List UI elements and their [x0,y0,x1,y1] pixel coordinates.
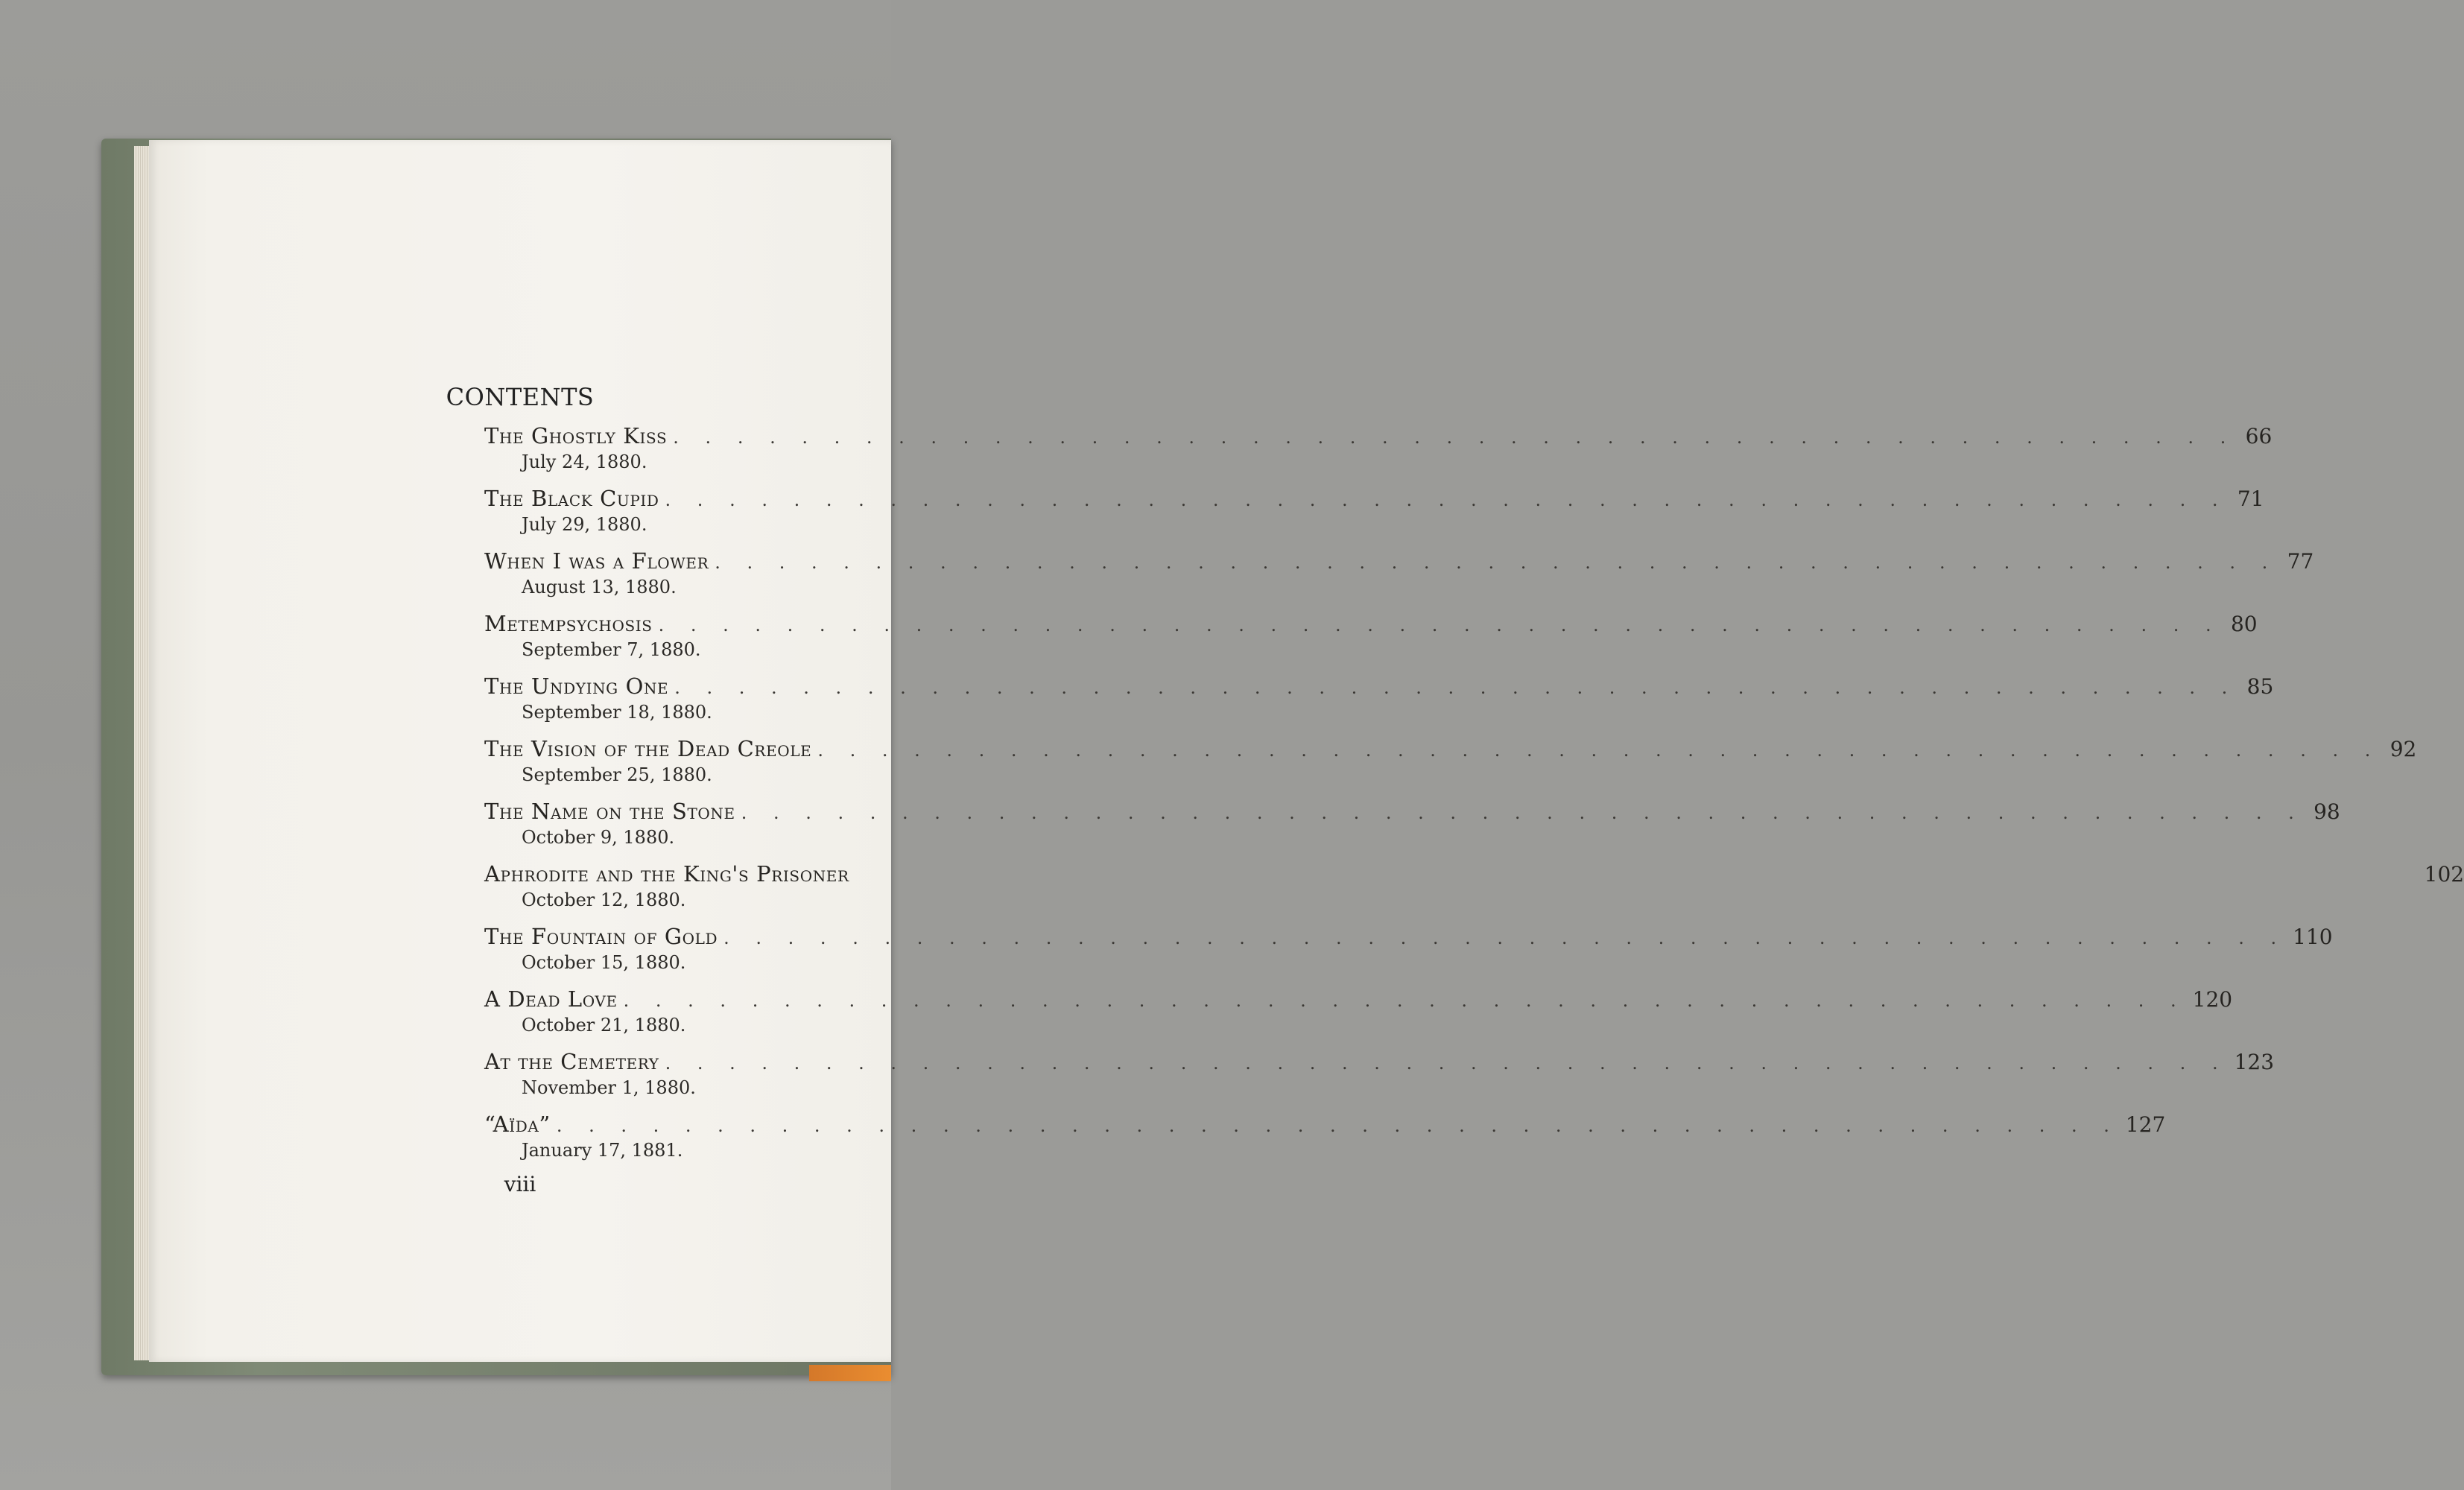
toc-entry [484,486,2264,548]
entry-date: November 1, 1880. [522,1077,696,1098]
entry-title: When I was a Flower [484,548,709,574]
entry-page-number: 127 [2125,1112,2166,1137]
entry-date: October 21, 1880. [522,1015,686,1036]
dot-leader [673,427,2236,448]
cover-orange-spine-bottom [809,1365,891,1381]
entry-date: January 17, 1881. [522,1140,683,1161]
entry-title: At the Cemetery [484,1049,659,1074]
book-page [149,140,2464,1362]
toc-entry [484,924,2333,986]
dot-leader [624,990,2187,1011]
page-number: viii [504,1172,536,1196]
toc-entry [484,548,2314,611]
entry-title: The Vision of the Dead Creole [484,736,812,761]
entry-title: The Undying One [484,673,669,699]
toc-entry [484,673,2274,736]
entry-page-number: 80 [2230,612,2258,636]
entry-date: October 15, 1880. [522,952,686,973]
dot-leader [817,740,2381,761]
page-title: CONTENTS [446,383,595,411]
entry-title: A Dead Love [484,986,618,1012]
entry-date: October 9, 1880. [522,827,675,848]
toc-entry [484,736,2417,799]
table-of-contents [484,423,2464,1174]
entry-date: September 18, 1880. [522,702,712,723]
toc-entry [484,986,2233,1049]
toc-entry [484,423,2273,486]
dot-leader [659,615,2222,635]
entry-title: “Aïda” [484,1112,551,1137]
dot-leader [741,802,2305,823]
entry-page-number: 77 [2287,549,2314,574]
entry-page-number: 98 [2313,799,2340,824]
entry-title: The Ghostly Kiss [484,423,668,448]
entry-date: July 24, 1880. [522,451,647,472]
entry-page-number: 85 [2246,674,2274,699]
dot-leader [723,928,2287,948]
entry-date: October 12, 1880. [522,890,686,910]
dot-leader [715,552,2278,573]
entry-page-number: 110 [2293,925,2333,949]
entry-title: The Fountain of Gold [484,924,718,949]
entry-date: August 13, 1880. [522,577,677,597]
entry-date: September 7, 1880. [522,639,701,660]
toc-entry [484,611,2258,673]
entry-title: The Name on the Stone [484,799,735,824]
entry-page-number: 66 [2245,424,2273,448]
entry-page-number: 71 [2237,486,2264,511]
toc-entry [484,1049,2275,1112]
toc-entry [484,1112,2166,1174]
entry-date: September 25, 1880. [522,764,712,785]
entry-page-number: 92 [2389,737,2417,761]
entry-date: July 29, 1880. [522,514,647,535]
entry-title: Aphrodite and the King's Prisoner [484,861,849,887]
dot-leader [557,1115,2120,1136]
entry-page-number: 102 [2424,862,2464,887]
toc-entry [484,861,2464,924]
toc-entry [484,799,2340,861]
entry-title: The Black Cupid [484,486,659,511]
dot-leader [665,489,2229,510]
entry-page-number: 120 [2192,987,2233,1012]
dot-leader [665,1053,2229,1074]
dot-leader [674,677,2237,698]
entry-title: Metempsychosis [484,611,653,636]
entry-page-number: 123 [2234,1050,2275,1074]
